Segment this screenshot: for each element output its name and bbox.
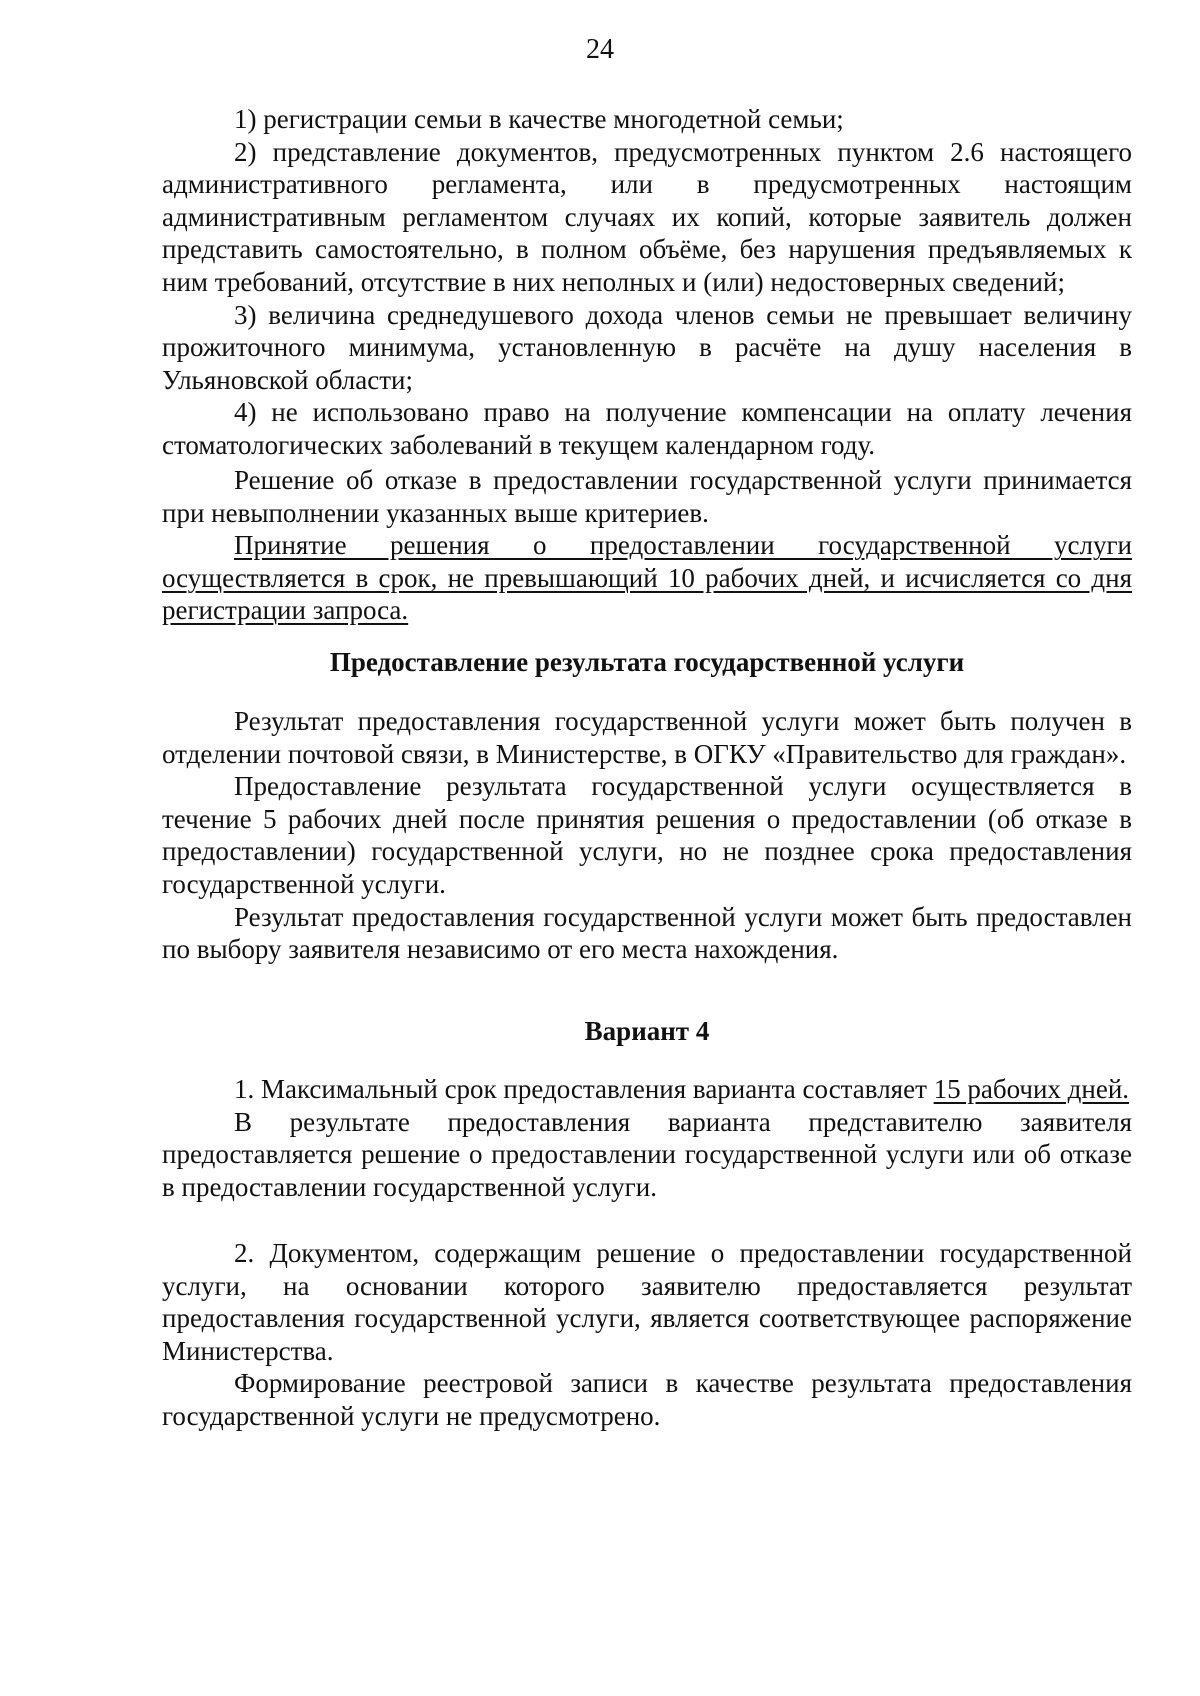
result-section-heading: Предоставление результата государственной услуги — [329, 647, 965, 677]
variant-4-item-1-continuation: В результате предоставления варианта представителю заявителя предоставляется решение о предоставлении государственной услуги или об отказе в предоставлении государственной услуги. — [162, 1106, 1132, 1202]
variant-4-section — [162, 1014, 1132, 1048]
refusal-paragraph: Решение об отказе в предоставлении государственной услуги принимается при невыполнении указанных выше критериев. — [162, 465, 1132, 528]
criterion-3: 3) величина среднедушевого дохода членов семьи не превышает величину прожиточного минимума, установленную в расчёте на душу населения в Ульяновской области; — [162, 299, 1132, 395]
result-paragraph-2: Предоставление результата государственной услуги осуществляется в течение 5 рабочих дней после принятия решения о предоставлении (об отказе в предоставлении) государственной услуги, но не позднее срока предоставления государственной услуги. — [162, 771, 1132, 899]
variant-4-heading: Вариант 4 — [584, 1016, 710, 1046]
result-section — [162, 645, 1132, 679]
variant-4-item-2-text: 2. Документом, содержащим решение о предоставлении государственной услуги, на основании которого заявителю предоставляется результат предоставления государственной услуги, является соответствующее распоряжение Министерства. — [162, 1238, 1132, 1366]
criteria-list — [162, 103, 1132, 462]
result-paragraph-1: Результат предоставления государственной услуги может быть получен в отделении почтовой связи, в Министерстве, в ОГКУ «Правительство для граждан». — [162, 706, 1132, 769]
criterion-4: 4) не использовано право на получение компенсации на оплату лечения стоматологических заболеваний в текущем календарном году. — [162, 397, 1132, 460]
criterion-1: 1) регистрации семьи в качестве многодетной семьи; — [234, 104, 844, 134]
variant-4-item-2-continuation: Формирование реестровой записи в качестве результата предоставления государственной услуги не предусмотрено. — [162, 1368, 1132, 1431]
max-term-value: 15 рабочих дней. — [933, 1074, 1130, 1104]
variant-4-item-2 — [162, 1237, 1132, 1433]
result-section-body — [162, 705, 1132, 966]
decision-block — [162, 464, 1132, 627]
decision-term-paragraph: Принятие решения о предоставлении государственной услуги осуществляется в срок, не превышающий 10 рабочих дней, и исчисляется со дня регистрации запроса. — [162, 530, 1132, 626]
max-term-text: 1. Максимальный срок предоставления варианта составляет — [234, 1074, 934, 1104]
criterion-2: 2) представление документов, предусмотренных пунктом 2.6 настоящего административного регламента, или в предусмотренных настоящим административным регламентом случаях их копий, которые заявитель должен представить самостоятельно, в полном объёме, без нарушения предъявляемых к ним требований, отсутствие в них неполных и (или) недостоверных сведений; — [162, 136, 1132, 297]
variant-4-item-1 — [162, 1073, 1132, 1203]
result-paragraph-3: Результат предоставления государственной услуги может быть предоставлен по выбору заявителя независимо от его места нахождения. — [162, 901, 1132, 965]
variant-4-item-1-text — [162, 1073, 1132, 1106]
page-number: 24 — [586, 34, 614, 65]
